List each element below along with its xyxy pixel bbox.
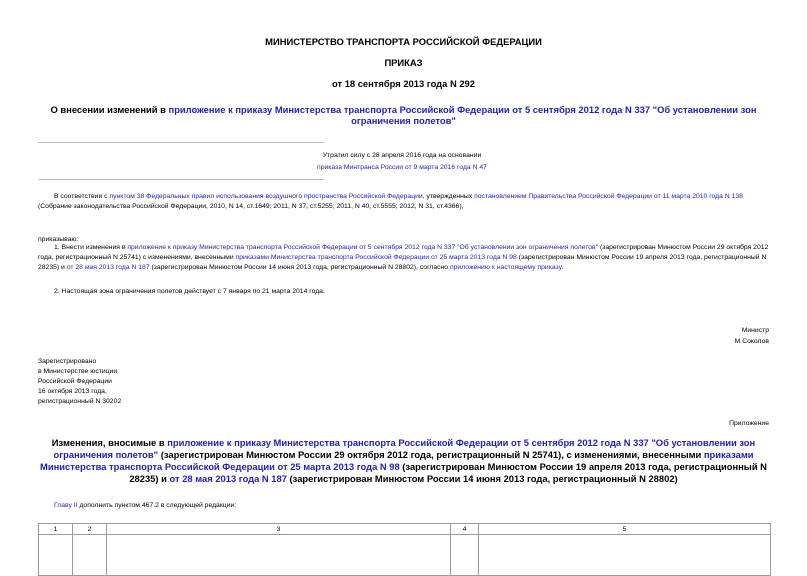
- intro-text-3: (Собрание законодательства Российской Федерации, 2010, N 14, ст.1649; 2011, N 37, ст.5255; 2011, N 40, ст.5555; 2012, N 31, ст.4366),: [38, 203, 464, 210]
- table-cell: [107, 535, 451, 576]
- registration-line: регистрационный N 30202: [38, 398, 122, 405]
- changes-text-4: (зарегистрирован Минюстом России 14 июня 2013 года, регистрационный N 28802): [286, 473, 678, 484]
- table-header-cell: 3: [107, 524, 451, 535]
- intro-link-rules[interactable]: пунктом 38 Федеральных правил использования воздушного пространства Российской Федерации: [109, 193, 423, 200]
- changes-text-3: (зарегистрирован Минюстом России 19 апреля 2013 года, регистрационный N 28235) и: [129, 461, 767, 484]
- item1-text-4: (зарегистрирован Минюстом России 14 июня 2013 года, регистрационный N 28802), согласно: [149, 264, 450, 271]
- table-header-cell: 4: [451, 524, 479, 535]
- intro-paragraph: [38, 192, 770, 212]
- item1-text-5: .: [561, 264, 564, 271]
- void-note-link[interactable]: приказа Минтранса России от 9 марта 2016 года N 47: [317, 164, 487, 171]
- divider-bottom: [38, 179, 324, 180]
- chapter-text: дополнить пунктом 467.2 в следующей редакции:: [77, 502, 237, 509]
- chapter-link[interactable]: Главу II: [54, 502, 78, 509]
- registration-line: Российской Федерации: [38, 378, 112, 385]
- table-header-row: [39, 524, 771, 535]
- intro-text-1: В соответствии с: [54, 193, 110, 200]
- changes-link-may-order[interactable]: от 28 мая 2013 года N 187: [169, 473, 287, 484]
- item1-link-appendix-order[interactable]: приложение к приказу Министерства транспорта Российской Федерации от 5 сентября 2012 года N 337 "Об установлении зон ограничения полетов": [127, 244, 599, 251]
- table-cell: [39, 535, 73, 576]
- item1-link-orders[interactable]: приказами Министерства транспорта Российской Федерации от 25 марта 2013 года N 98: [235, 254, 517, 261]
- title-link[interactable]: приложение к приказу Министерства транспорта Российской Федерации от 5 сентября 2012 года N 337 "Об установлении зон ограничения полетов": [168, 104, 757, 126]
- order-heading: ПРИКАЗ: [384, 57, 423, 68]
- signature-title: Министр: [741, 327, 769, 334]
- document-title: [38, 104, 769, 126]
- changes-link-orders[interactable]: приказами Министерства транспорта Российской Федерации от 25 марта 2013 года N 98: [40, 449, 754, 472]
- item1-link-may-order[interactable]: от 28 мая 2013 года N 187: [66, 264, 150, 271]
- changes-title: [38, 437, 769, 485]
- registration-line: Зарегистрировано: [38, 358, 97, 365]
- registration-line: 16 октября 2013 года,: [38, 388, 107, 395]
- changes-link-appendix-order[interactable]: приложение к приказу Министерства транспорта Российской Федерации от 5 сентября 2012 года N 337 "Об установлении зон ограничения полетов": [53, 437, 756, 460]
- table-cell: [479, 535, 771, 576]
- intro-link-decree[interactable]: постановлением Правительства Российской Федерации от 11 марта 2010 года N 138: [474, 193, 743, 200]
- item-2-paragraph: 2. Настоящая зона ограничения полетов действует с 7 января по 21 марта 2014 года.: [54, 288, 325, 295]
- signature-name: М.Соколов: [734, 338, 769, 345]
- table-header-cell: 1: [39, 524, 73, 535]
- changes-text-2: (зарегистрирован Минюстом России 29 октября 2012 года, регистрационный N 25741), с изменениями, внесенными: [158, 449, 704, 460]
- item1-text-2: (зарегистрирован Минюстом России 29 октября 2012 года, регистрационный N 25741) с изменениями, внесенными: [38, 244, 769, 261]
- table-row: [39, 535, 771, 576]
- void-note-text: Утратил силу с 28 апреля 2016 года на основании: [322, 152, 482, 159]
- chapter-instruction: [38, 502, 236, 509]
- table-cell: [73, 535, 107, 576]
- divider-top: [38, 142, 324, 143]
- item1-link-this-appendix[interactable]: приложению к настоящему приказу: [449, 264, 562, 271]
- zones-table: [38, 523, 771, 576]
- table-cell: [451, 535, 479, 576]
- registration-line: в Министерстве юстиции: [38, 368, 118, 375]
- appendix-label: Приложение: [729, 420, 769, 427]
- registration-block: [38, 357, 121, 407]
- item1-text-3: (зарегистрирован Минюстом России 19 апреля 2013 года, регистрационный N 28235) и: [38, 254, 767, 271]
- title-prefix: О внесении изменений в: [50, 104, 169, 115]
- order-verb: приказываю:: [38, 236, 79, 243]
- item1-text-1: 1. Внести изменения в: [54, 244, 128, 251]
- table-header-cell: 5: [479, 524, 771, 535]
- table-header-cell: 2: [73, 524, 107, 535]
- intro-text-2: , утвержденных: [422, 193, 475, 200]
- item-1-paragraph: [38, 243, 770, 273]
- order-date: от 18 сентября 2013 года N 292: [332, 78, 475, 89]
- ministry-heading: МИНИСТЕРСТВО ТРАНСПОРТА РОССИЙСКОЙ ФЕДЕРАЦИИ: [265, 36, 542, 47]
- changes-text-1: Изменения, вносимые в: [51, 437, 168, 448]
